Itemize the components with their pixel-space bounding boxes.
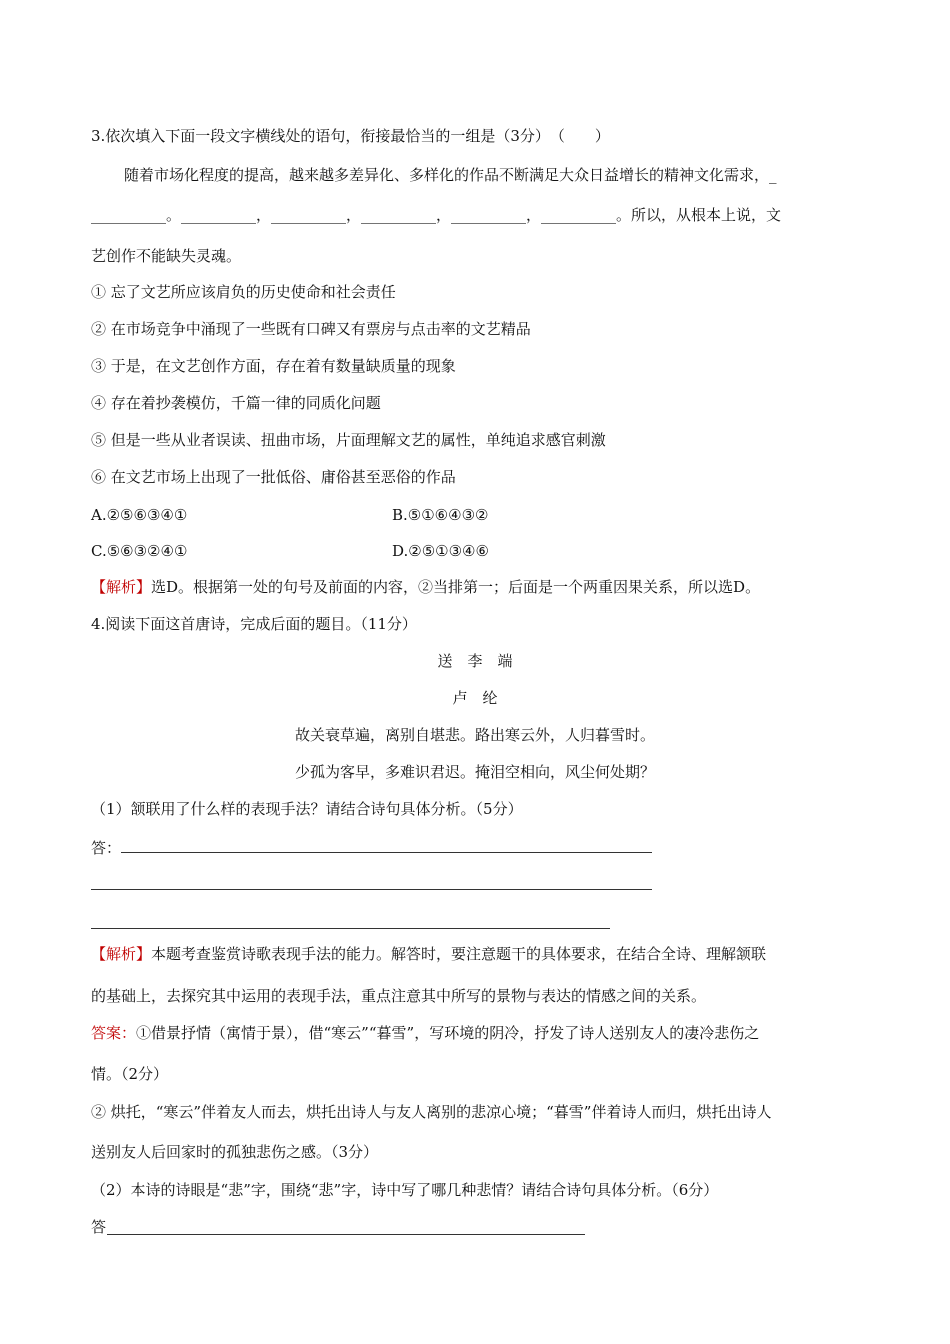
q3-passage-line1: 随着市场化程度的提高，越来越多差异化、多样化的作品不断满足大众日益增长的精神文化需求，_ xyxy=(124,166,777,184)
poem-title: 送 李 端 xyxy=(437,652,513,670)
poem-line-2: 少孤为客早，多难识君迟。掩泪空相向，风尘何处期？ xyxy=(294,763,655,781)
q4-analysis-line2: 的基础上，去探究其中运用的表现手法，重点注意其中所写的景物与表达的情感之间的关系。 xyxy=(91,987,707,1005)
answer-label: 答： xyxy=(91,839,122,857)
answer-line-1[interactable] xyxy=(121,852,652,853)
answer2-line[interactable] xyxy=(107,1234,585,1235)
q3-analysis-text: 选D。根据第一处的句号及前面的内容，②当排第一；后面是一个两重因果关系，所以选D。 xyxy=(151,578,761,596)
q3-option-1: ① 忘了文艺所应该肩负的历史使命和社会责任 xyxy=(91,283,396,301)
q3-choice-c: C.⑤⑥③②④① xyxy=(91,542,188,560)
q4-analysis-text-1: 本题考查鉴赏诗歌表现手法的能力。解答时，要注意题干的具体要求，在结合全诗、理解颔联 xyxy=(151,945,767,963)
q4-answer1-text: ①借景抒情（寓情于景），借“寒云”“暮雪”，写环境的阴冷，抒发了诗人送别友人的凄冷悲伤之 xyxy=(136,1024,760,1042)
q3-option-5: ⑤ 但是一些从业者误读、扭曲市场，片面理解文艺的属性，单纯追求感官刺激 xyxy=(91,431,606,449)
q4-sub-question-1: （1）颔联用了什么样的表现手法？请结合诗句具体分析。（5分） xyxy=(91,800,523,818)
q4-sub-question-2: （2）本诗的诗眼是“悲”字，围绕“悲”字，诗中写了哪几种悲情？请结合诗句具体分析。（6分） xyxy=(91,1181,719,1199)
q3-choice-b: B.⑤①⑥④③② xyxy=(392,506,489,524)
q3-passage-line3: 艺创作不能缺失灵魂。 xyxy=(91,247,242,265)
q4-answer1-line2: 情。（2分） xyxy=(91,1065,169,1083)
answer-line-2[interactable] xyxy=(91,889,652,890)
answer2-label: 答 xyxy=(91,1218,107,1236)
q4-answer1-line1 xyxy=(91,1023,759,1043)
q4-analysis-line1 xyxy=(91,944,766,964)
analysis-tag: 【解析】 xyxy=(91,945,152,963)
q3-choice-a: A.②⑤⑥③④① xyxy=(91,506,188,524)
answer-line-3[interactable] xyxy=(91,928,610,929)
q3-analysis xyxy=(91,577,760,597)
poem-line-1: 故关衰草遍，离别自堪悲。路出寒云外，人归暮雪时。 xyxy=(294,726,655,744)
q4-stem: 4.阅读下面这首唐诗，完成后面的题目。（11分） xyxy=(91,615,417,633)
q3-option-6: ⑥ 在文艺市场上出现了一批低俗、庸俗甚至恶俗的作品 xyxy=(91,468,456,486)
q3-choice-d: D.②⑤①③④⑥ xyxy=(392,542,489,560)
q3-option-3: ③ 于是，在文艺创作方面，存在着有数量缺质量的现象 xyxy=(91,357,456,375)
q3-option-2: ② 在市场竞争中涌现了一些既有口碑又有票房与点击率的文艺精品 xyxy=(91,320,531,338)
analysis-tag: 【解析】 xyxy=(91,578,152,596)
q4-answer2-line2: 送别友人后回家时的孤独悲伤之感。（3分） xyxy=(91,1143,379,1161)
q4-answer2-line1: ② 烘托，“寒云”伴着友人而去，烘托出诗人与友人离别的悲凉心境；“暮雪”伴着诗人而归，烘托出诗人 xyxy=(91,1103,772,1121)
q3-option-4: ④ 存在着抄袭模仿，千篇一律的同质化问题 xyxy=(91,394,381,412)
q3-stem: 3.依次填入下面一段文字横线处的语句，衔接最恰当的一组是（3分） （ ） xyxy=(91,127,610,145)
poem-author: 卢 纶 xyxy=(452,689,498,707)
answer-tag: 答案： xyxy=(91,1024,137,1042)
q3-passage-line2: __________。__________，__________，__________，__________，__________。所以，从根本上说，文 xyxy=(91,206,782,224)
